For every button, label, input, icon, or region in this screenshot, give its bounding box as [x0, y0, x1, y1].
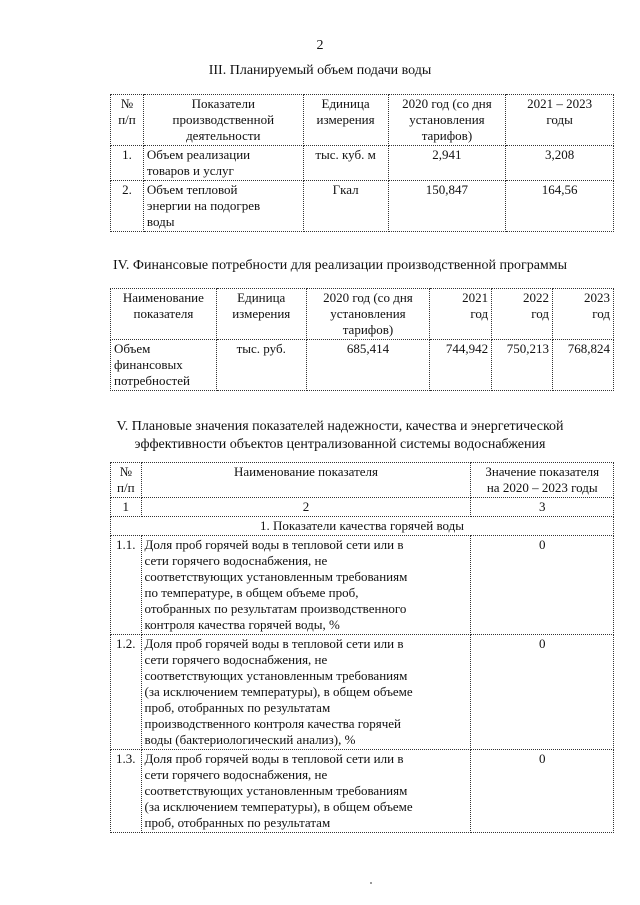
- value-2020: 685,414: [306, 340, 430, 391]
- indicator-name: Доля проб горячей воды в тепловой сети или в сети горячего водоснабжения, не соответствующих установленным требованиям по температуре, в общем объеме проб, отобранных по результатам производственного контроля качества горячей воды, %: [141, 536, 471, 635]
- table-row: [111, 635, 614, 750]
- indicator-name: Доля проб горячей воды в тепловой сети или в сети горячего водоснабжения, не соответствующих установленным требованиям (за исключением температуры), в общем объеме проб, отобранных по результатам: [141, 750, 471, 833]
- section5-table: [110, 462, 614, 833]
- row-number: 1.3.: [111, 750, 142, 833]
- table-header-row: [111, 95, 614, 146]
- index-cell: 2: [141, 498, 471, 517]
- header-cell: Единица измерения: [303, 95, 388, 146]
- header-cell: 2021 – 2023 годы: [506, 95, 614, 146]
- indicator-value: 0: [471, 635, 614, 750]
- group-title: 1. Показатели качества горячей воды: [111, 517, 614, 536]
- section5-heading-line2: эффективности объектов централизованной системы водоснабжения: [134, 437, 546, 452]
- indicator-name: Объем тепловой энергии на подогрев воды: [143, 181, 303, 232]
- unit-cell: Гкал: [303, 181, 388, 232]
- value-2023: 768,824: [553, 340, 614, 391]
- header-cell: 2020 год (со дня установления тарифов): [306, 289, 430, 340]
- table-row: [111, 750, 614, 833]
- row-number: 1.2.: [111, 635, 142, 750]
- header-cell: Единица измерения: [216, 289, 306, 340]
- indicator-value: 0: [471, 750, 614, 833]
- header-cell: № п/п: [111, 95, 144, 146]
- unit-cell: тыс. руб.: [216, 340, 306, 391]
- header-cell: Наименование показателя: [141, 463, 471, 498]
- header-cell: № п/п: [111, 463, 142, 498]
- group-title-row: [111, 517, 614, 536]
- row-number: 1.: [111, 146, 144, 181]
- section5-heading-line1: V. Плановые значения показателей надежности, качества и энергетической: [116, 419, 564, 434]
- page-number: 2: [316, 38, 324, 53]
- section3-heading: III. Планируемый объем подачи воды: [208, 63, 432, 78]
- indicator-name: Объем реализации товаров и услуг: [143, 146, 303, 181]
- table-row: [111, 181, 614, 232]
- unit-cell: тыс. куб. м: [303, 146, 388, 181]
- row-number: 1.1.: [111, 536, 142, 635]
- table-row: [111, 146, 614, 181]
- indicator-name: Объем финансовых потребностей: [111, 340, 217, 391]
- indicator-name: Доля проб горячей воды в тепловой сети или в сети горячего водоснабжения, не соответствующих установленным требованиям (за исключением температуры), в общем объеме проб, отобранных по результатам производственного контроля качества горячей воды (бактериологический анализ), %: [141, 635, 471, 750]
- section4-table: [110, 288, 614, 391]
- value-2020: 2,941: [388, 146, 506, 181]
- scan-speck: [370, 882, 372, 884]
- indicator-value: 0: [471, 536, 614, 635]
- value-2021: 744,942: [430, 340, 492, 391]
- index-cell: 3: [471, 498, 614, 517]
- row-number: 2.: [111, 181, 144, 232]
- value-2021-2023: 164,56: [506, 181, 614, 232]
- section3-table: [110, 94, 614, 232]
- index-cell: 1: [111, 498, 142, 517]
- header-cell: 2020 год (со дня установления тарифов): [388, 95, 506, 146]
- table-row: [111, 536, 614, 635]
- index-row: [111, 498, 614, 517]
- value-2021-2023: 3,208: [506, 146, 614, 181]
- header-cell: 2021 год: [430, 289, 492, 340]
- table-header-row: [111, 463, 614, 498]
- header-cell: Показатели производственной деятельности: [143, 95, 303, 146]
- value-2020: 150,847: [388, 181, 506, 232]
- table-row: [111, 340, 614, 391]
- header-cell: 2023 год: [553, 289, 614, 340]
- table-header-row: [111, 289, 614, 340]
- header-cell: Наименование показателя: [111, 289, 217, 340]
- section4-heading: IV. Финансовые потребности для реализации производственной программы: [112, 258, 568, 273]
- value-2022: 750,213: [492, 340, 553, 391]
- header-cell: 2022 год: [492, 289, 553, 340]
- header-cell: Значение показателя на 2020 – 2023 годы: [471, 463, 614, 498]
